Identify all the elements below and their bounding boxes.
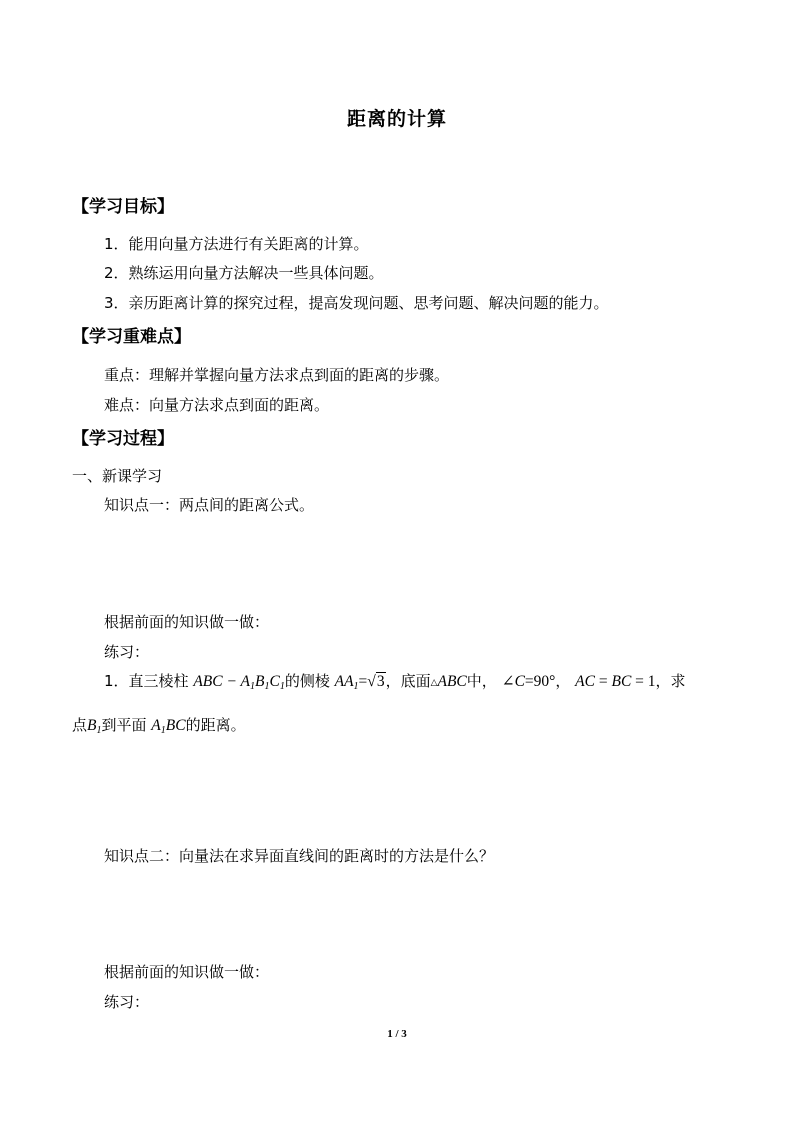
prism-formula: ABC − $A_1B_1C_1$ bbox=[193, 673, 285, 692]
goal-item-3: 3．亲历距离计算的探究过程，提高发现问题、思考问题、解决问题的能力。 bbox=[104, 294, 609, 312]
sides-formula: AC = BC = 1 bbox=[575, 673, 656, 690]
page-title: 距离的计算 bbox=[346, 108, 447, 130]
practice-label-1: 练习： bbox=[104, 643, 150, 661]
goal-item-2: 2．熟练运用向量方法解决一些具体问题。 bbox=[104, 264, 384, 282]
problem-1-line-1 bbox=[104, 670, 686, 691]
problem-1-mid-1: 的侧棱 bbox=[284, 672, 330, 690]
try-prompt-1: 根据前面的知识做一做： bbox=[104, 613, 270, 631]
problem-1-line-2 bbox=[72, 714, 246, 735]
problem-1-tail: ，求 bbox=[655, 672, 686, 690]
problem-1-mid-3: 中， bbox=[466, 672, 497, 690]
goal-item-1: 1．能用向量方法进行有关距离的计算。 bbox=[104, 235, 369, 253]
difficult-point: 难点：向量方法求点到面的距离。 bbox=[104, 396, 330, 414]
point-formula: $B_1$ bbox=[87, 717, 102, 736]
part-one-heading: 一、新课学习 bbox=[72, 467, 163, 485]
problem-1-mid-2: ，底面 bbox=[385, 672, 431, 690]
problem-1-line2-lead: 点 bbox=[72, 716, 88, 734]
goals-heading: 【学习目标】 bbox=[72, 197, 174, 217]
edge-formula: $AA_1=√3$ bbox=[334, 673, 385, 692]
problem-1-lead: 1．直三棱柱 bbox=[104, 672, 189, 690]
knowledge-point-1: 知识点一：两点间的距离公式。 bbox=[104, 496, 315, 514]
problem-1-line2-tail: 的距离。 bbox=[185, 716, 246, 734]
plane-formula: $A_1BC$ bbox=[151, 717, 186, 736]
key-heading: 【学习重难点】 bbox=[72, 327, 191, 347]
problem-1-line2-mid: 到平面 bbox=[101, 716, 147, 734]
key-point: 重点：理解并掌握向量方法求点到面的距离的步骤。 bbox=[104, 366, 450, 384]
practice-label-2: 练习： bbox=[104, 993, 150, 1011]
knowledge-point-2: 知识点二：向量法在求异面直线间的距离时的方法是什么？ bbox=[104, 847, 495, 865]
try-prompt-2: 根据前面的知识做一做： bbox=[104, 963, 270, 981]
process-heading: 【学习过程】 bbox=[72, 429, 174, 449]
problem-1-comma: ， bbox=[555, 672, 571, 690]
page-number: 1 / 3 bbox=[387, 1028, 407, 1040]
base-formula: △ABC bbox=[430, 673, 467, 690]
angle-formula: ∠C=90° bbox=[501, 673, 556, 690]
